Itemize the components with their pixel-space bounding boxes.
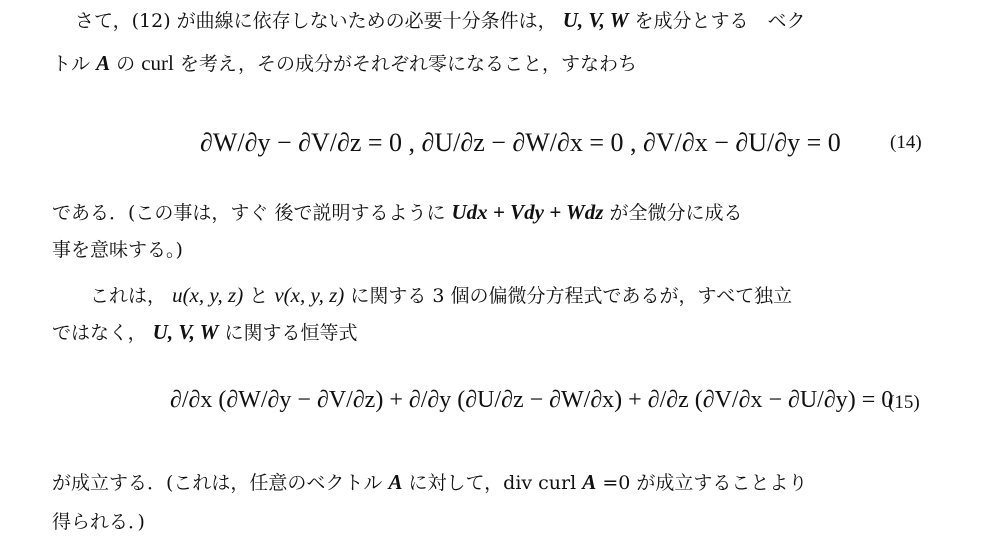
math-uvw: U, V, W: [562, 8, 629, 32]
equation-15-number: (15): [888, 392, 920, 413]
vector-a: A: [388, 470, 403, 494]
text: である．(この事は，すぐ 後で説明するように: [52, 202, 446, 224]
text: ではなく，: [52, 322, 147, 344]
text: =0 が成立することより: [602, 472, 808, 494]
text: を成分とする ベク: [634, 10, 806, 32]
math-u: u(x, y, z): [172, 283, 244, 307]
math-v: v(x, y, z): [274, 283, 345, 307]
text: に関する 3 個の偏微分方程式であるが，すべて独立: [350, 285, 793, 307]
vector-a: A: [96, 51, 111, 75]
equation-14-number: (14): [890, 132, 922, 153]
vector-a: A: [582, 470, 597, 494]
paragraph4-line2: 得られる．): [52, 511, 145, 533]
text: が成立する．(これは，任意のベクトル: [52, 472, 383, 494]
text: さて，(12) が曲線に依存しないための必要十分条件は，: [75, 10, 557, 32]
text: が全微分に成る: [609, 202, 743, 224]
paragraph3-line2: [52, 320, 358, 345]
math-uvw: U, V, W: [152, 320, 219, 344]
equation-14: ∂W/∂y − ∂V/∂z = 0 , ∂U/∂z − ∂W/∂x = 0 , ∂V/∂x − ∂U/∂y = 0: [200, 128, 841, 157]
paragraph2-line1: [52, 200, 742, 225]
text: の: [116, 53, 136, 75]
curl-text: curl: [141, 51, 174, 75]
paragraph1-line1: [75, 8, 806, 33]
paragraph2-line2: 事を意味する。): [52, 239, 183, 261]
text: に対して，div curl: [408, 472, 577, 494]
equation-15: ∂/∂x (∂W/∂y − ∂V/∂z) + ∂/∂y (∂U/∂z − ∂W/∂x) + ∂/∂z (∂V/∂x − ∂U/∂y) = 0: [170, 387, 894, 413]
text: と: [249, 285, 269, 307]
math-differential: Udx + Vdy + Wdz: [451, 200, 604, 224]
paragraph3-line1: [90, 283, 792, 308]
text: トル: [52, 53, 91, 75]
text: に関する恒等式: [224, 322, 358, 344]
paragraph4-line1: [52, 470, 807, 495]
text: これは，: [90, 285, 167, 307]
paragraph1-line2: [52, 51, 637, 76]
text: を考え，その成分がそれぞれ零になること，すなわち: [179, 53, 638, 75]
